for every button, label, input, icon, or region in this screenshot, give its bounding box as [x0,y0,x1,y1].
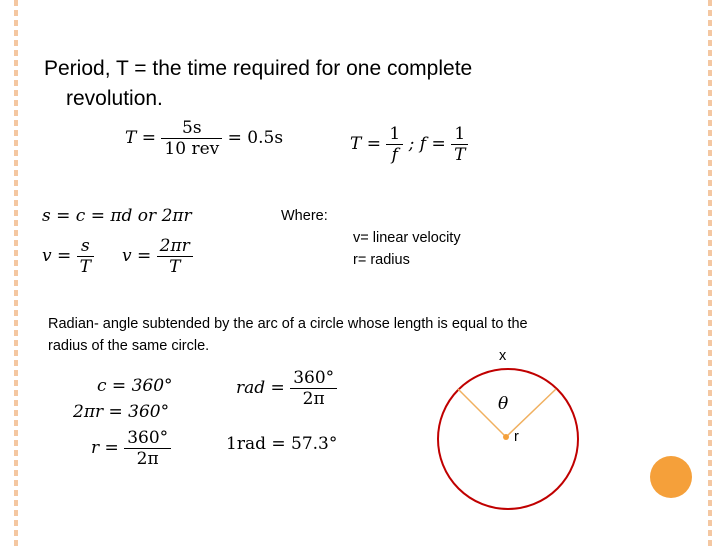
radian-definition-line1: Radian- angle subtended by the arc of a circle whose length is equal to the [48,316,528,332]
period-fraction-denominator: 10 rev [164,139,220,159]
right-border-decoration [708,0,712,546]
rad-numerator: 360° [290,368,337,389]
radian-value-equation: 1rad = 57.3° [226,434,338,454]
tf-fraction2 [451,124,468,165]
circumference-2pir-equation: 2πr = 360° [73,402,170,422]
r-lhs: r = [91,438,119,458]
velocity-definition: v= linear velocity [353,230,461,246]
v2-lhs: v = [122,246,152,266]
period-definition-line1: Period, T = the time required for one complete [44,57,473,80]
radian-definition-line2: radius of the same circle. [48,338,210,354]
r-numerator: 360° [124,428,171,449]
tf-fraction1-denominator: f [391,145,398,165]
arc-length-equation: s = c = πd or 2πr [42,206,192,226]
tf-fraction1 [386,124,403,165]
radius-lines [437,368,579,510]
r-fraction [124,428,171,469]
r-denominator: 2π [136,449,159,469]
v1-fraction [77,236,94,277]
tf-fraction2-denominator: T [454,145,466,165]
period-equation-lhs: T = [125,128,156,148]
v2-fraction [157,236,193,277]
period-equation-rhs: = 0.5s [227,128,284,148]
rad-lhs: rad = [236,378,285,398]
r-equation [91,428,171,469]
rad-fraction [290,368,337,409]
v1-denominator: T [79,257,92,277]
tf-fraction1-numerator: 1 [386,124,403,145]
rad-denominator: 2π [302,389,325,409]
left-border-decoration [14,0,18,546]
v2-numerator: 2πr [157,236,193,257]
period-fraction [161,118,222,159]
velocity-equation-1 [42,236,94,277]
period-equation [125,118,283,159]
tf-mid: ; f = [408,134,446,154]
v2-denominator: T [169,257,181,277]
arc-x-label: x [499,348,507,364]
center-r-label: r [514,429,519,445]
decorative-orange-circle [650,456,692,498]
circumference-equation: c = 360° [97,376,173,396]
v1-numerator: s [77,236,94,257]
velocity-equation-2 [122,236,193,277]
radian-equation [236,368,337,409]
period-frequency-equation [350,124,468,165]
period-fraction-numerator: 5s [161,118,222,139]
radius-definition: r= radius [353,252,410,268]
center-point [503,434,509,440]
where-label: Where: [281,208,328,224]
tf-fraction2-numerator: 1 [451,124,468,145]
theta-label: θ [498,394,509,414]
tf-lhs: T = [350,134,381,154]
v1-lhs: v = [42,246,72,266]
period-definition-line2: revolution. [66,87,163,110]
